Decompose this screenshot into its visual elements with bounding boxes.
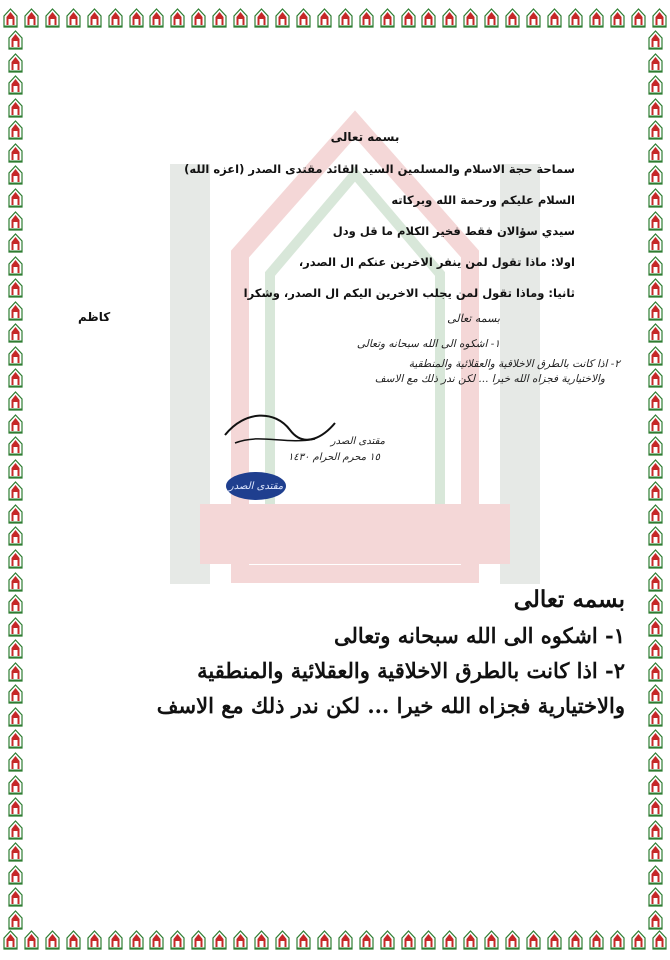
border-ornament-icon [44,930,61,950]
border-ornament-icon [169,930,186,950]
printed-transcript [65,586,625,728]
transcript-title: بسمه تعالى [513,586,625,613]
border-ornament-icon [647,820,664,840]
border-ornament-icon [7,368,24,388]
border-ornament-icon [86,930,103,950]
border-ornament-icon [7,572,24,592]
border-ornament-icon [107,930,124,950]
border-ornament-icon [647,278,664,298]
border-ornament-icon [274,8,291,28]
border-ornament-icon [7,98,24,118]
border-ornament-icon [7,707,24,727]
border-ornament-icon [647,165,664,185]
border-ornament-icon [647,98,664,118]
border-ornament-icon [148,930,165,950]
border-ornament-icon [7,414,24,434]
border-ornament-icon [647,459,664,479]
handwritten-line: ١- اشكوه الى الله سبحانه وتعالى [356,338,500,350]
border-ornament-icon [647,707,664,727]
signature-name: مقتدى الصدر [330,436,385,447]
border-ornament-icon [7,481,24,501]
border-ornament-icon [337,930,354,950]
border-ornament-icon [420,930,437,950]
border-ornament-icon [169,8,186,28]
border-ornament-icon [23,8,40,28]
border-ornament-icon [647,53,664,73]
border-ornament-icon [647,30,664,50]
border-ornament-icon [525,8,542,28]
letter-line: سماحة حجة الاسلام والمسلمين السيد القائد مقتدى الصدر (اعزه الله) [184,162,575,176]
border-ornament-icon [128,8,145,28]
border-ornament-icon [86,8,103,28]
border-ornament-icon [647,729,664,749]
border-left [4,30,26,930]
border-ornament-icon [2,930,19,950]
border-ornament-icon [190,8,207,28]
border-ornament-icon [483,8,500,28]
handwritten-title: بسمه تعالى [447,312,500,325]
border-ornament-icon [647,910,664,930]
border-ornament-icon [647,662,664,682]
border-ornament-icon [7,549,24,569]
border-ornament-icon [647,865,664,885]
border-ornament-icon [44,8,61,28]
border-ornament-icon [295,8,312,28]
border-ornament-icon [232,8,249,28]
border-ornament-icon [567,930,584,950]
border-ornament-icon [651,930,668,950]
letter-heading: بسمه تعالى [330,130,400,144]
border-ornament-icon [630,930,647,950]
border-ornament-icon [647,684,664,704]
border-ornament-icon [546,8,563,28]
border-ornament-icon [647,797,664,817]
border-ornament-icon [647,120,664,140]
border-ornament-icon [588,8,605,28]
border-ornament-icon [7,346,24,366]
border-ornament-icon [420,8,437,28]
border-ornament-icon [647,639,664,659]
border-ornament-icon [211,8,228,28]
border-ornament-icon [7,75,24,95]
border-ornament-icon [7,165,24,185]
border-ornament-icon [2,8,19,28]
border-ornament-icon [647,233,664,253]
border-ornament-icon [7,278,24,298]
border-ornament-icon [7,53,24,73]
border-ornament-icon [7,256,24,276]
border-ornament-icon [7,639,24,659]
border-ornament-icon [337,8,354,28]
border-ornament-icon [588,930,605,950]
border-ornament-icon [647,436,664,456]
border-ornament-icon [647,391,664,411]
border-ornament-icon [7,436,24,456]
border-ornament-icon [651,8,668,28]
border-ornament-icon [7,323,24,343]
border-ornament-icon [400,8,417,28]
border-ornament-icon [647,143,664,163]
border-ornament-icon [647,256,664,276]
border-ornament-icon [647,211,664,231]
border-ornament-icon [253,8,270,28]
border-ornament-icon [7,526,24,546]
border-ornament-icon [647,549,664,569]
letter-line: السلام عليكم ورحمة الله وبركاته [391,193,575,207]
border-ornament-icon [253,930,270,950]
typed-letter [155,128,575,315]
border-ornament-icon [7,594,24,614]
border-ornament-icon [7,910,24,930]
border-ornament-icon [7,797,24,817]
border-ornament-icon [525,930,542,950]
handwritten-line: ٢- اذا كانت بالطرق الاخلاقية والعقلائية والمنطقية [408,358,620,370]
border-ornament-icon [441,930,458,950]
border-ornament-icon [546,930,563,950]
border-ornament-icon [504,930,521,950]
border-ornament-icon [379,930,396,950]
border-ornament-icon [647,414,664,434]
border-ornament-icon [567,8,584,28]
border-ornament-icon [7,820,24,840]
border-ornament-icon [647,323,664,343]
border-ornament-icon [7,188,24,208]
letter-sender: كاظم [78,310,111,324]
border-ornament-icon [647,526,664,546]
border-ornament-icon [128,930,145,950]
border-ornament-icon [7,504,24,524]
border-ornament-icon [358,930,375,950]
border-ornament-icon [65,8,82,28]
border-ornament-icon [483,930,500,950]
letter-line: ثانيا: وماذا تقول لمن يجلب الاخرين اليكم ال الصدر، وشكرا [243,286,575,300]
border-top [0,6,670,30]
border-ornament-icon [400,930,417,950]
border-ornament-icon [7,684,24,704]
border-ornament-icon [23,930,40,950]
border-ornament-icon [358,8,375,28]
border-ornament-icon [647,188,664,208]
letter-line: اولا: ماذا تقول لمن ينفر الاخرين عنكم ال الصدر، [298,255,575,269]
transcript-line: ١- اشكوه الى الله سبحانه وتعالى [333,623,625,648]
official-stamp: مقتدى الصدر [226,472,286,500]
border-ornament-icon [316,8,333,28]
border-ornament-icon [7,662,24,682]
border-ornament-icon [462,8,479,28]
border-ornament-icon [647,481,664,501]
border-ornament-icon [647,572,664,592]
border-ornament-icon [504,8,521,28]
border-ornament-icon [647,301,664,321]
border-ornament-icon [647,775,664,795]
border-ornament-icon [7,211,24,231]
border-ornament-icon [7,301,24,321]
border-ornament-icon [7,887,24,907]
border-ornament-icon [379,8,396,28]
border-ornament-icon [7,617,24,637]
border-ornament-icon [107,8,124,28]
border-ornament-icon [7,729,24,749]
border-ornament-icon [7,775,24,795]
border-ornament-icon [295,930,312,950]
transcript-line: والاختيارية فجزاه الله خيرا ... لكن ندر ذلك مع الاسف [156,693,625,718]
border-ornament-icon [462,930,479,950]
border-ornament-icon [232,930,249,950]
border-ornament-icon [647,504,664,524]
border-ornament-icon [274,930,291,950]
border-ornament-icon [647,368,664,388]
border-ornament-icon [7,842,24,862]
border-ornament-icon [7,120,24,140]
transcript-line: ٢- اذا كانت بالطرق الاخلاقية والعقلائية والمنطقية [197,658,625,683]
border-ornament-icon [647,752,664,772]
signature-date: ١٥ محرم الحرام ١٤٣٠ [287,452,380,463]
border-ornament-icon [65,930,82,950]
border-ornament-icon [647,887,664,907]
border-ornament-icon [7,391,24,411]
border-ornament-icon [7,865,24,885]
border-ornament-icon [647,594,664,614]
border-bottom [0,928,670,952]
border-ornament-icon [630,8,647,28]
border-ornament-icon [7,30,24,50]
border-ornament-icon [647,346,664,366]
border-ornament-icon [647,617,664,637]
border-ornament-icon [316,930,333,950]
letter-line: سيدي سؤالان فقط فخير الكلام ما قل ودل [332,224,575,238]
border-ornament-icon [211,930,228,950]
border-ornament-icon [647,75,664,95]
border-right [644,30,666,930]
border-ornament-icon [441,8,458,28]
border-ornament-icon [7,233,24,253]
border-ornament-icon [609,8,626,28]
handwritten-line: والاختيارية فجزاه الله خيرا ... لكن ندر ذلك مع الاسف [374,373,605,385]
border-ornament-icon [7,143,24,163]
border-ornament-icon [7,752,24,772]
border-ornament-icon [148,8,165,28]
border-ornament-icon [647,842,664,862]
border-ornament-icon [7,459,24,479]
border-ornament-icon [609,930,626,950]
border-ornament-icon [190,930,207,950]
